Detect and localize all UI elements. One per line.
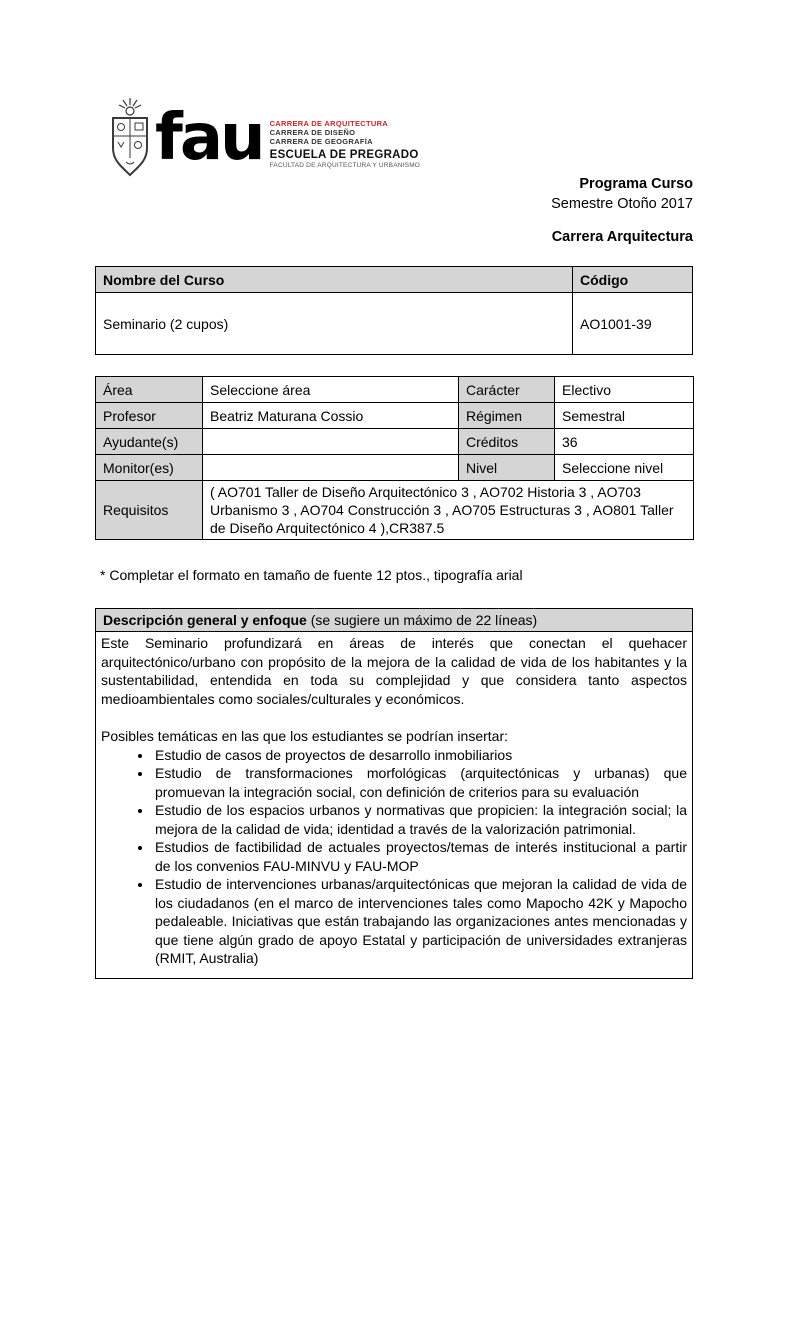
detail-value-cell: Beatriz Maturana Cossio: [203, 403, 459, 429]
description-body: [96, 632, 692, 978]
detail-value-cell: [203, 429, 459, 455]
university-shield-icon: [108, 98, 152, 178]
course-name-header: Nombre del Curso: [96, 267, 573, 293]
detail-value-cell: Electivo: [555, 377, 694, 403]
list-item: • Estudio de casos de proyectos de desarrollo inmobiliarios: [153, 746, 687, 765]
detail-value-cell: Seleccione área: [203, 377, 459, 403]
fau-logo: [108, 98, 420, 178]
logo-caption-line: CARRERA DE ARQUITECTURA: [269, 119, 389, 128]
course-code-header: Código: [573, 267, 693, 293]
list-item: • Estudio de los espacios urbanos y normativas que propicien: la integración social; la mejora de la calidad de vida; identidad a través de la valorización patrimonial.: [153, 801, 687, 838]
detail-label-cell: Ayudante(s): [96, 429, 203, 455]
detail-label-cell: Área: [96, 377, 203, 403]
table-row: [96, 377, 694, 403]
list-item: • Estudio de transformaciones morfológicas (arquitectónicas y urbanas) que promuevan la integración social, con definición de criterios para su evaluación: [153, 764, 687, 801]
doc-title: Programa Curso: [579, 176, 693, 192]
details-table: [95, 376, 694, 540]
description-intro: Posibles temáticas en las que los estudiantes se podrían insertar:: [101, 728, 509, 744]
description-title-suffix: (se sugiere un máximo de 22 líneas): [306, 612, 538, 628]
detail-label-cell: Créditos: [459, 429, 555, 455]
detail-label-cell: Nivel: [459, 455, 555, 481]
fau-logo-text: fau: [155, 101, 263, 175]
description-header: [96, 609, 692, 632]
title-block: [95, 176, 693, 245]
detail-label-cell: Régimen: [459, 403, 555, 429]
semester-label: Semestre Otoño 2017: [551, 196, 693, 212]
career-label: Carrera Arquitectura: [551, 229, 693, 245]
requisitos-label-cell: Requisitos: [96, 481, 203, 540]
table-row: [96, 455, 694, 481]
description-title: Descripción general y enfoque: [103, 612, 307, 628]
course-table-data-row: [96, 293, 693, 355]
detail-value-cell: [203, 455, 459, 481]
detail-value-cell: Semestral: [555, 403, 694, 429]
document-content: [95, 266, 693, 979]
logo-caption-line: FACULTAD DE ARQUITECTURA Y URBANISMO: [269, 162, 421, 169]
logo-captions: [270, 98, 420, 170]
course-name-cell: Seminario (2 cupos): [96, 293, 573, 355]
table-row: [96, 403, 694, 429]
course-table: [95, 266, 693, 355]
detail-label-cell: Carácter: [459, 377, 555, 403]
detail-value-cell: 36: [555, 429, 694, 455]
table-row: [96, 481, 694, 540]
description-section: [95, 608, 693, 979]
list-item: • Estudios de factibilidad de actuales proyectos/temas de interés institucional a partir de los convenios FAU-MINVU y FAU-MOP: [153, 838, 687, 875]
format-note: * Completar el formato en tamaño de fuente 12 ptos., tipografía arial: [100, 567, 523, 583]
logo-caption-line: CARRERA DE DISEÑO: [269, 128, 356, 137]
description-paragraph: Este Seminario profundizará en áreas de interés que conectan el quehacer arquitectónico/urbano con propósito de la mejora de la calidad de vida de los habitantes y la sustentabilidad, entendida en toda su complejidad y que considera tanto aspectos medioambientales como sociales/culturales y económicos.: [101, 635, 687, 707]
logo-caption-line: CARRERA DE GEOGRAFÍA: [269, 137, 373, 146]
table-row: [96, 429, 694, 455]
detail-label-cell: Monitor(es): [96, 455, 203, 481]
requisitos-value-cell: ( AO701 Taller de Diseño Arquitectónico 3 , AO702 Historia 3 , AO703 Urbanismo 3 , AO704 Construcción 3 , AO705 Estructuras 3 , AO801 Taller de Diseño Arquitectónico 4 ),CR387.5: [203, 481, 694, 540]
description-bullet-list: [101, 746, 687, 968]
detail-value-cell: Seleccione nivel: [555, 455, 694, 481]
list-item: • Estudio de intervenciones urbanas/arquitectónicas que mejoran la calidad de vida de los ciudadanos (en el marco de intervenciones tales como Mapocho 42K y Mapocho pedaleable. Iniciativas que están trabajando las organizaciones antes mencionadas y que tiene algún grado de apoyo Estatal y participación de universidades extranjeras (RMIT, Australia): [153, 875, 687, 968]
detail-label-cell: Profesor: [96, 403, 203, 429]
course-code-cell: AO1001-39: [573, 293, 693, 355]
logo-caption-line: ESCUELA DE PREGRADO: [269, 149, 419, 161]
course-table-header-row: [96, 267, 693, 293]
